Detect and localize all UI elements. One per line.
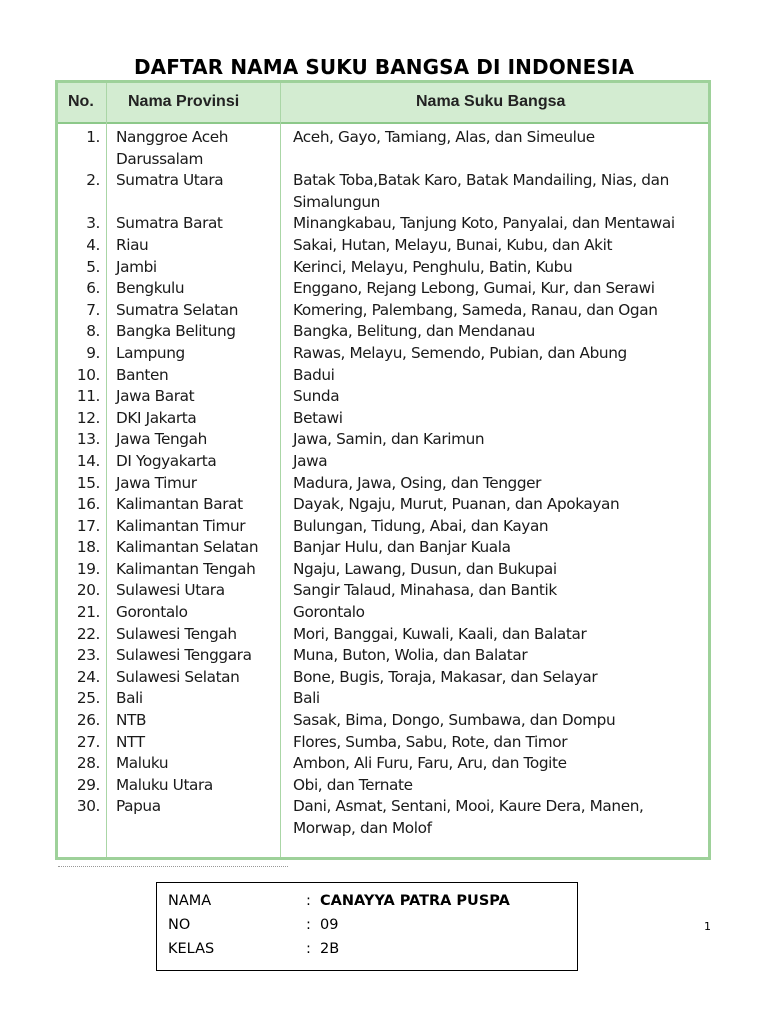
- class-value: 2B: [320, 941, 340, 957]
- province-name: Kalimantan Tengah: [116, 559, 256, 578]
- ethnic-groups: Sangir Talaud, Minahasa, dan Bantik: [293, 581, 557, 600]
- province-name: Jawa Tengah: [116, 430, 207, 449]
- row-number: 22.: [76, 624, 100, 643]
- table-row: [58, 127, 708, 170]
- province-name: Nanggroe Aceh Darussalam: [116, 128, 229, 168]
- table-row: [58, 235, 708, 257]
- province-name: Kalimantan Timur: [116, 516, 246, 535]
- row-number: 2.: [86, 171, 100, 190]
- row-number: 26.: [76, 711, 100, 730]
- table-row: [58, 473, 708, 495]
- table-row: [58, 170, 708, 213]
- province-name: Sulawesi Utara: [116, 581, 225, 600]
- table-row: [58, 516, 708, 538]
- colon: :: [306, 941, 311, 957]
- table-row: [58, 408, 708, 430]
- row-number: 25.: [76, 689, 100, 708]
- ethnic-groups: Batak Toba,Batak Karo, Batak Mandailing, Nias, dan Simalungun: [293, 171, 669, 211]
- province-name: Sulawesi Selatan: [116, 667, 240, 686]
- province-name: Bali: [116, 689, 143, 708]
- page-number: 1: [704, 920, 711, 933]
- row-number: 28.: [76, 754, 100, 773]
- ethnic-groups: Rawas, Melayu, Semendo, Pubian, dan Abung: [293, 343, 627, 362]
- table-row: [58, 494, 708, 516]
- province-name: Riau: [116, 235, 149, 254]
- row-number: 11.: [76, 387, 100, 406]
- row-number: 16.: [76, 495, 100, 514]
- class-label: KELAS: [168, 941, 215, 957]
- name-value: CANAYYA PATRA PUSPA: [320, 893, 510, 909]
- ethnic-groups: Jawa: [293, 451, 328, 470]
- table-row: [58, 602, 708, 624]
- ethnic-groups: Sakai, Hutan, Melayu, Bunai, Kubu, dan Akit: [293, 235, 613, 254]
- row-number: 30.: [76, 797, 100, 816]
- table-row: [58, 710, 708, 732]
- no-label: NO: [168, 917, 191, 933]
- table-row: [58, 775, 708, 797]
- ethnic-groups: Mori, Banggai, Kuwali, Kaali, dan Balatar: [293, 624, 587, 643]
- table-row: [58, 624, 708, 646]
- ethnic-groups: Bali: [293, 689, 320, 708]
- province-name: Jambi: [116, 257, 157, 276]
- row-number: 10.: [76, 365, 100, 384]
- province-name: NTT: [116, 732, 145, 751]
- province-name: Papua: [116, 797, 161, 816]
- table-row: [58, 667, 708, 689]
- province-name: Bengkulu: [116, 279, 185, 298]
- no-value: 09: [320, 917, 339, 933]
- table-row: [58, 321, 708, 343]
- province-name: Maluku: [116, 754, 169, 773]
- row-number: 7.: [86, 300, 100, 319]
- province-name: Maluku Utara: [116, 775, 213, 794]
- row-number: 20.: [76, 581, 100, 600]
- row-number: 29.: [76, 775, 100, 794]
- province-name: Sumatra Utara: [116, 171, 224, 190]
- row-number: 12.: [76, 408, 100, 427]
- header-province: Nama Provinsi: [128, 93, 240, 110]
- row-number: 27.: [76, 732, 100, 751]
- ethnic-groups: Sunda: [293, 387, 340, 406]
- row-number: 24.: [76, 667, 100, 686]
- ethnic-groups-table: [55, 80, 711, 860]
- row-number: 13.: [76, 430, 100, 449]
- ethnic-groups: Kerinci, Melayu, Penghulu, Batin, Kubu: [293, 257, 573, 276]
- source-line: [58, 866, 288, 873]
- table-header: [58, 83, 708, 124]
- table-row: [58, 257, 708, 279]
- row-number: 19.: [76, 559, 100, 578]
- province-name: Sulawesi Tenggara: [116, 646, 252, 665]
- province-name: Gorontalo: [116, 603, 188, 622]
- ethnic-groups: Madura, Jawa, Osing, dan Tengger: [293, 473, 542, 492]
- ethnic-groups: Obi, dan Ternate: [293, 775, 413, 794]
- ethnic-groups: Muna, Buton, Wolia, dan Balatar: [293, 646, 528, 665]
- table-row: [58, 213, 708, 235]
- ethnic-groups: Gorontalo: [293, 603, 365, 622]
- ethnic-groups: Sasak, Bima, Dongo, Sumbawa, dan Dompu: [293, 711, 616, 730]
- province-name: Banten: [116, 365, 169, 384]
- table-row: [58, 732, 708, 754]
- row-number: 4.: [86, 235, 100, 254]
- table-row: [58, 537, 708, 559]
- row-number: 6.: [86, 279, 100, 298]
- ethnic-groups: Dayak, Ngaju, Murut, Puanan, dan Apokayan: [293, 495, 620, 514]
- ethnic-groups: Ambon, Ali Furu, Faru, Aru, dan Togite: [293, 754, 567, 773]
- table-body: [58, 127, 708, 840]
- ethnic-groups: Bangka, Belitung, dan Mendanau: [293, 322, 535, 341]
- province-name: Sumatra Barat: [116, 214, 223, 233]
- row-number: 9.: [86, 343, 100, 362]
- ethnic-groups: Komering, Palembang, Sameda, Ranau, dan Ogan: [293, 300, 658, 319]
- row-number: 1.: [86, 128, 100, 146]
- province-name: Sumatra Selatan: [116, 300, 239, 319]
- province-name: Jawa Timur: [116, 473, 197, 492]
- table-row: [58, 688, 708, 710]
- colon: :: [306, 893, 311, 909]
- table-row: [58, 343, 708, 365]
- student-identity-box: [156, 882, 578, 971]
- ethnic-groups: Minangkabau, Tanjung Koto, Panyalai, dan Mentawai: [293, 214, 675, 233]
- province-name: Bangka Belitung: [116, 322, 236, 341]
- table-row: [58, 386, 708, 408]
- ethnic-groups: Ngaju, Lawang, Dusun, dan Bukupai: [293, 559, 557, 578]
- province-name: DKI Jakarta: [116, 408, 197, 427]
- header-ethnic: Nama Suku Bangsa: [416, 93, 566, 110]
- row-number: 14.: [76, 451, 100, 470]
- ethnic-groups: Aceh, Gayo, Tamiang, Alas, dan Simeulue: [293, 128, 595, 146]
- table-row: [58, 365, 708, 387]
- ethnic-groups: Bulungan, Tidung, Abai, dan Kayan: [293, 516, 549, 535]
- ethnic-groups: Badui: [293, 365, 335, 384]
- ethnic-groups: Betawi: [293, 408, 343, 427]
- province-name: Kalimantan Barat: [116, 495, 243, 514]
- table-row: [58, 645, 708, 667]
- table-row: [58, 429, 708, 451]
- header-no: No.: [68, 93, 94, 110]
- table-row: [58, 451, 708, 473]
- province-name: Sulawesi Tengah: [116, 624, 237, 643]
- colon: :: [306, 917, 311, 933]
- row-number: 8.: [86, 322, 100, 341]
- row-number: 23.: [76, 646, 100, 665]
- table-row: [58, 300, 708, 322]
- row-number: 18.: [76, 538, 100, 557]
- province-name: Lampung: [116, 343, 185, 362]
- province-name: Jawa Barat: [116, 387, 195, 406]
- table-row: [58, 559, 708, 581]
- row-number: 21.: [76, 603, 100, 622]
- row-number: 17.: [76, 516, 100, 535]
- ethnic-groups: Dani, Asmat, Sentani, Mooi, Kaure Dera, Manen, Morwap, dan Molof: [293, 797, 644, 837]
- table-row: [58, 796, 708, 839]
- table-row: [58, 753, 708, 775]
- row-number: 15.: [76, 473, 100, 492]
- province-name: Kalimantan Selatan: [116, 538, 259, 557]
- row-number: 3.: [86, 214, 100, 233]
- ethnic-groups: Banjar Hulu, dan Banjar Kuala: [293, 538, 511, 557]
- ethnic-groups: Bone, Bugis, Toraja, Makasar, dan Selayar: [293, 667, 598, 686]
- document-title: DAFTAR NAMA SUKU BANGSA DI INDONESIA: [133, 55, 635, 79]
- province-name: NTB: [116, 711, 147, 730]
- table-row: [58, 580, 708, 602]
- name-label: NAMA: [168, 893, 212, 909]
- ethnic-groups: Jawa, Samin, dan Karimun: [293, 430, 485, 449]
- ethnic-groups: Enggano, Rejang Lebong, Gumai, Kur, dan Serawi: [293, 279, 655, 298]
- province-name: DI Yogyakarta: [116, 451, 217, 470]
- table-row: [58, 278, 708, 300]
- row-number: 5.: [86, 257, 100, 276]
- ethnic-groups: Flores, Sumba, Sabu, Rote, dan Timor: [293, 732, 568, 751]
